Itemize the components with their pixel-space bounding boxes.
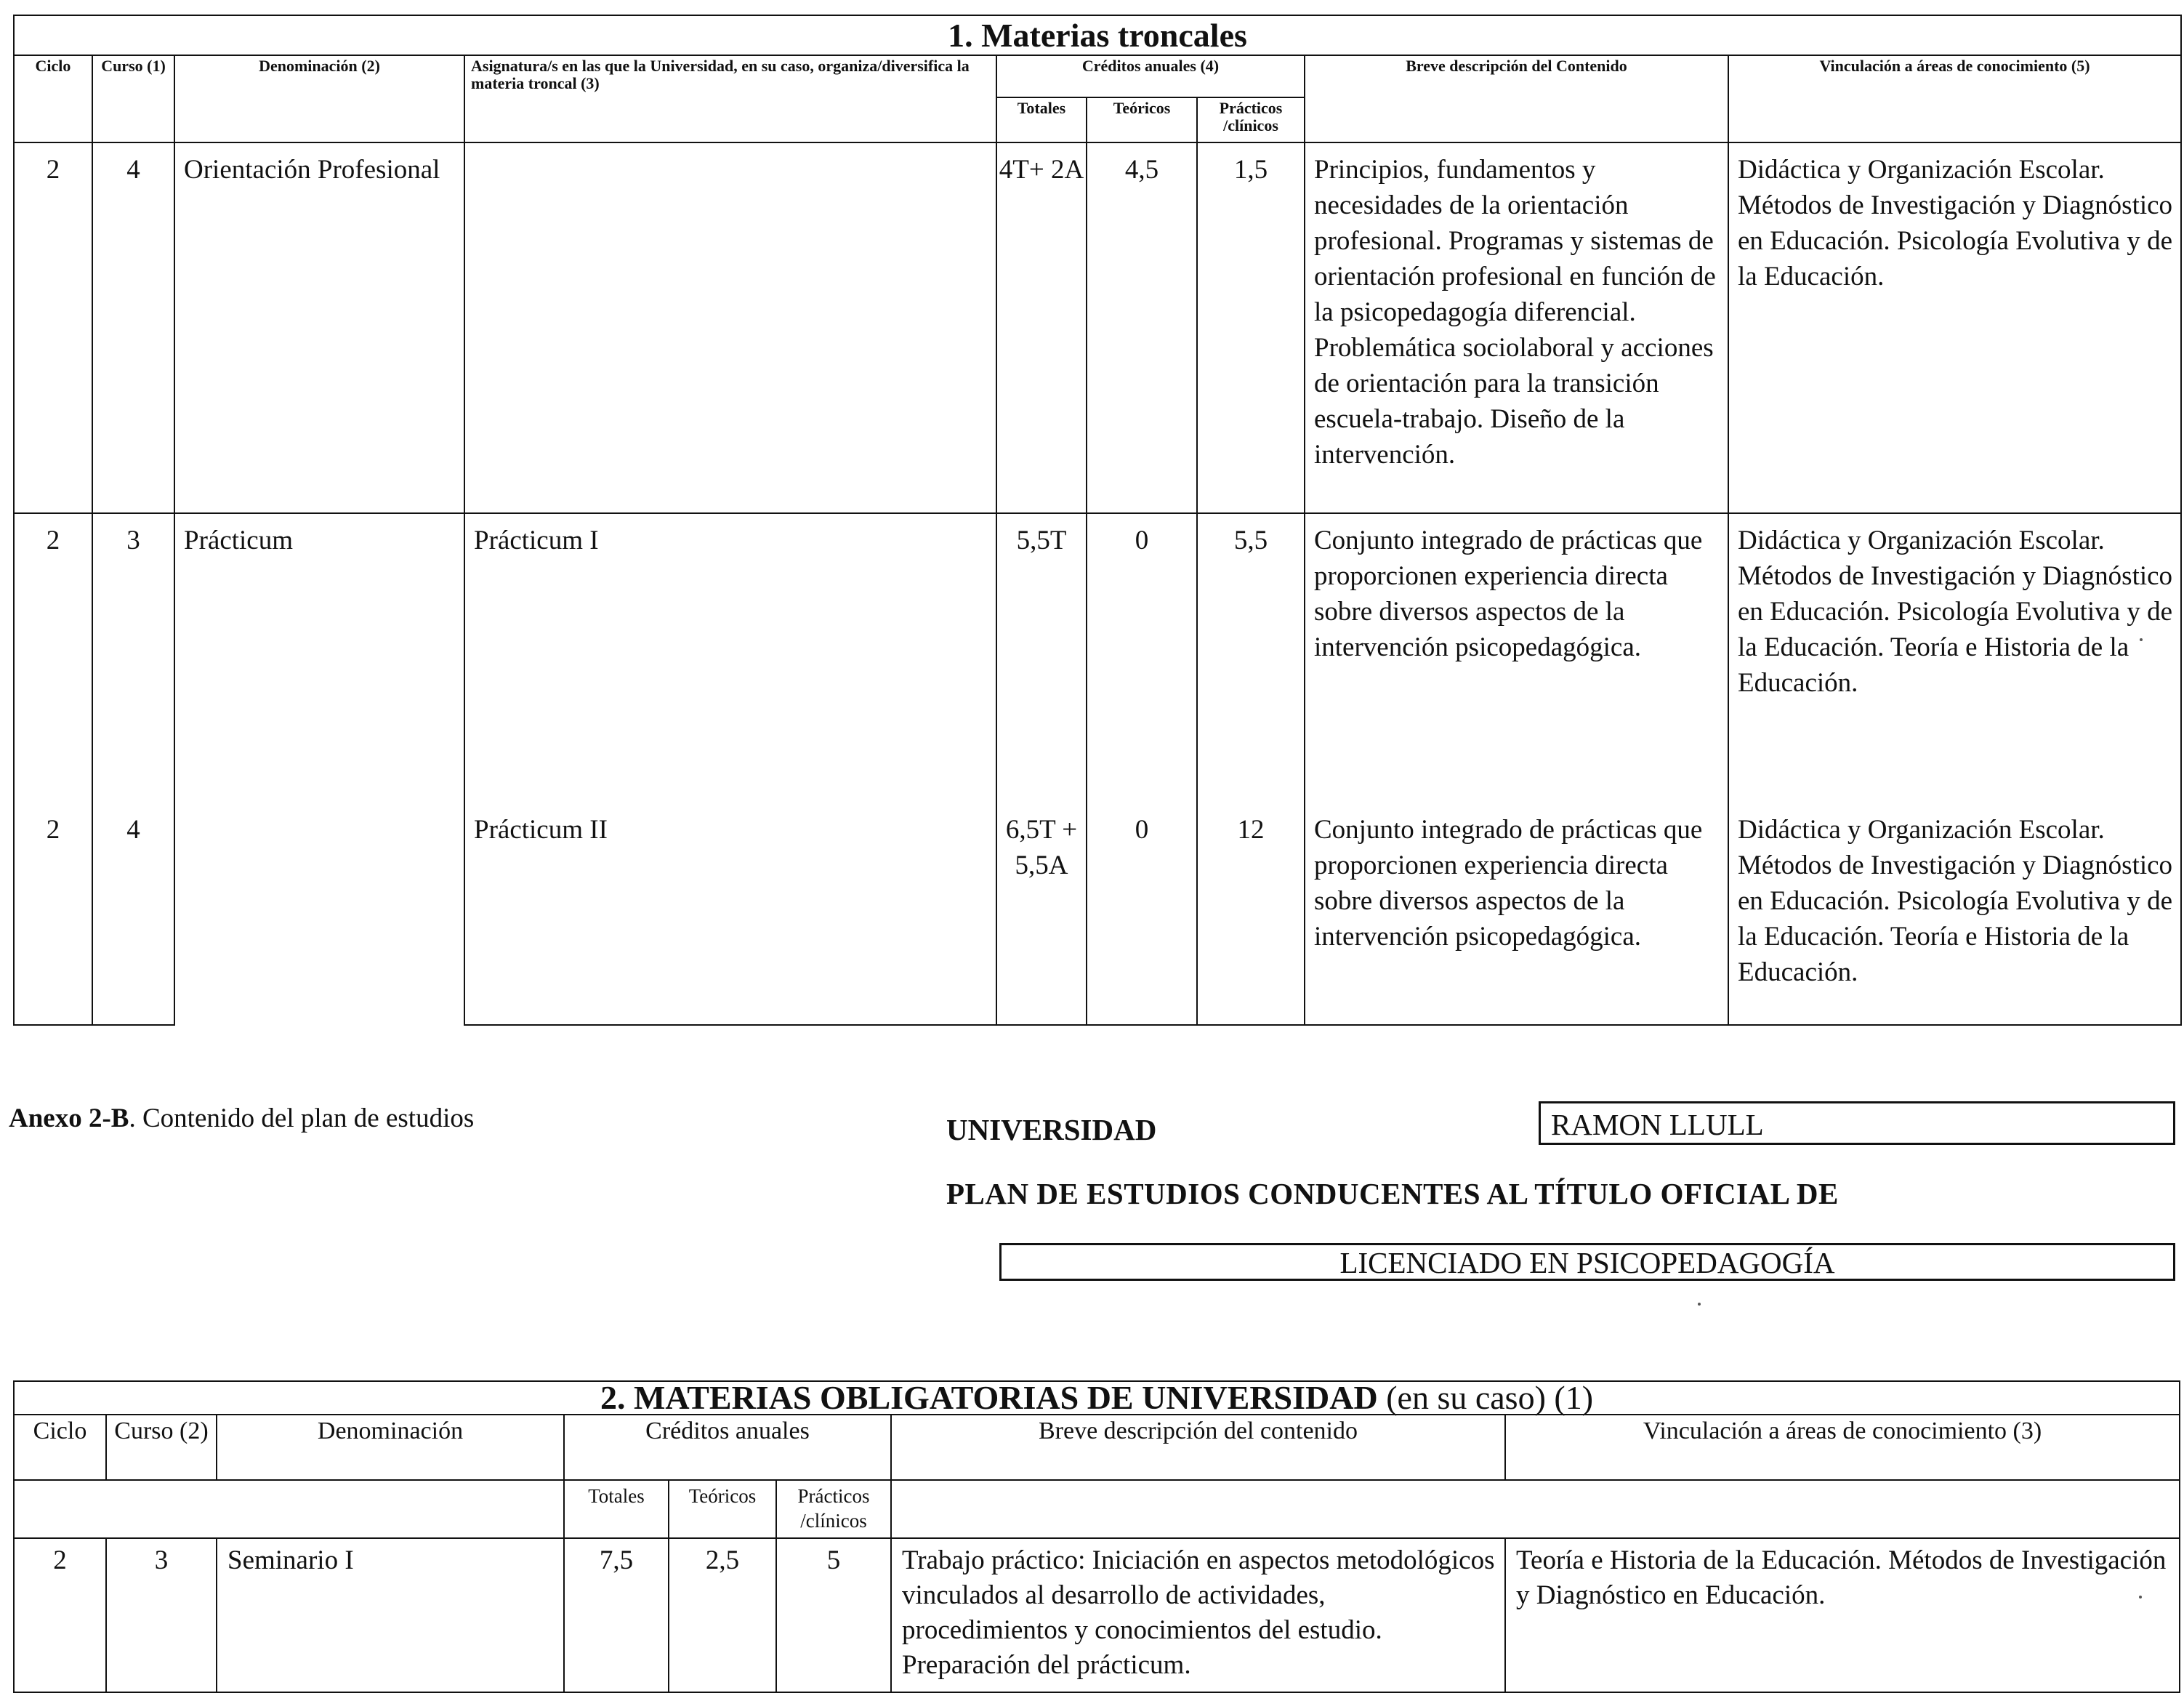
cell-descripcion: Conjunto integrado de prácticas que proporcionen experiencia directa sobre diversos aspectos de la intervención psicopedagógica.: [1305, 513, 1728, 812]
cell-descripcion: Trabajo práctico: Iniciación en aspectos metodológicos vinculados al desarrollo de actividades, procedimientos y conocimientos del estudio. Preparación del prácticum.: [891, 1538, 1505, 1692]
cell-practicos: 5: [776, 1538, 891, 1692]
header-ciclo: Ciclo: [14, 1415, 106, 1480]
plan-title: PLAN DE ESTUDIOS CONDUCENTES AL TÍTULO OFICIAL DE: [946, 1177, 1839, 1210]
universidad-label: UNIVERSIDAD: [946, 1113, 1157, 1146]
scan-speck: [2140, 638, 2143, 641]
header-teoricos: Teóricos: [1087, 97, 1197, 142]
cell-totales: 7,5: [564, 1538, 669, 1692]
header-blank: [891, 1480, 2180, 1538]
cell-vinculacion: Didáctica y Organización Escolar. Métodos de Investigación y Diagnóstico en Educación. Psicología Evolutiva y de la Educación. Teoría e Historia de la Educación.: [1728, 513, 2181, 812]
cell-teoricos: 4,5: [1087, 142, 1197, 513]
universidad-value: RAMON LLULL: [1539, 1101, 2175, 1145]
header-totales: Totales: [996, 97, 1087, 142]
cell-ciclo: 2: [14, 812, 92, 1025]
cell-totales: 4T+ 2A: [996, 142, 1087, 513]
cell-descripcion: Conjunto integrado de prácticas que proporcionen experiencia directa sobre diversos aspectos de la intervención psicopedagógica.: [1305, 812, 1728, 1025]
header-curso: Curso (1): [92, 55, 174, 142]
cell-ciclo: 2: [14, 1538, 106, 1692]
header-blank: [14, 1480, 564, 1538]
table1-title: 1. Materias troncales: [14, 15, 2181, 55]
header-ciclo: Ciclo: [14, 55, 92, 142]
header-practicos: Prácticos /clínicos: [1197, 97, 1305, 142]
header-practicos: Prácticos /clínicos: [776, 1480, 891, 1538]
cell-practicos: 1,5: [1197, 142, 1305, 513]
annex-label-bold: Anexo 2-B: [9, 1103, 129, 1133]
titulo-value: LICENCIADO EN PSICOPEDAGOGÍA: [999, 1243, 2175, 1281]
header-teoricos: Teóricos: [669, 1480, 776, 1538]
cell-curso: 4: [92, 812, 174, 1025]
cell-practicos: 5,5: [1197, 513, 1305, 812]
cell-teoricos: 0: [1087, 812, 1197, 1025]
table2-title-rest: (en su caso) (1): [1377, 1379, 1594, 1416]
cell-totales: 5,5T: [996, 513, 1087, 812]
scan-speck: [2139, 1596, 2142, 1599]
table2-title-main: 2. MATERIAS OBLIGATORIAS DE UNIVERSIDAD: [600, 1379, 1378, 1416]
cell-curso: 3: [106, 1538, 217, 1692]
header-creditos: Créditos anuales (4): [996, 55, 1305, 97]
cell-teoricos: 0: [1087, 513, 1197, 812]
cell-denominacion: Orientación Profesional: [174, 142, 464, 513]
cell-denominacion: Seminario I: [217, 1538, 564, 1692]
cell-ciclo: 2: [14, 142, 92, 513]
table-row: [14, 142, 2181, 513]
header-descripcion: Breve descripción del Contenido: [1305, 55, 1728, 142]
header-asignaturas: Asignatura/s en las que la Universidad, en su caso, organiza/diversifica la materia troncal (3): [464, 55, 996, 142]
header-totales: Totales: [564, 1480, 669, 1538]
header-creditos: Créditos anuales: [564, 1415, 891, 1480]
materias-obligatorias-table: [13, 1380, 2180, 1693]
cell-descripcion: Principios, fundamentos y necesidades de la orientación profesional. Programas y sistemas de orientación profesional en función de la psicopedagogía diferencial. Problemática sociolaboral y acciones de orientación para la transición escuela-trabajo. Diseño de la intervención.: [1305, 142, 1728, 513]
cell-vinculacion: Didáctica y Organización Escolar. Métodos de Investigación y Diagnóstico en Educación. Psicología Evolutiva y de la Educación.: [1728, 142, 2181, 513]
header-denominacion: Denominación: [217, 1415, 564, 1480]
table-row: [14, 1538, 2180, 1692]
cell-teoricos: 2,5: [669, 1538, 776, 1692]
annex-label: [9, 1103, 474, 1134]
header-curso: Curso (2): [106, 1415, 217, 1480]
cell-curso: 4: [92, 142, 174, 513]
materias-troncales-table: [13, 15, 2182, 1026]
cell-totales: 6,5T + 5,5A: [996, 812, 1087, 1025]
scan-speck: [1698, 1303, 1701, 1306]
header-vinculacion: Vinculación a áreas de conocimiento (3): [1505, 1415, 2180, 1480]
header-descripcion: Breve descripción del contenido: [891, 1415, 1505, 1480]
cell-ciclo: 2: [14, 513, 92, 812]
cell-asignatura: Prácticum I: [464, 513, 996, 812]
cell-vinculacion: Teoría e Historia de la Educación. Métodos de Investigación y Diagnóstico en Educación.: [1505, 1538, 2180, 1692]
cell-vinculacion: Didáctica y Organización Escolar. Métodos de Investigación y Diagnóstico en Educación. Psicología Evolutiva y de la Educación. Teoría e Historia de la Educación.: [1728, 812, 2181, 1025]
table2-title: [14, 1381, 2180, 1415]
header-denominacion: Denominación (2): [174, 55, 464, 142]
cell-curso: 3: [92, 513, 174, 812]
cell-asignatura: [464, 142, 996, 513]
cell-practicos: 12: [1197, 812, 1305, 1025]
cell-denominacion: Prácticum: [174, 513, 464, 1025]
table-row: [14, 513, 2181, 812]
header-vinculacion: Vinculación a áreas de conocimiento (5): [1728, 55, 2181, 142]
cell-asignatura: Prácticum II: [464, 812, 996, 1025]
annex-label-rest: . Contenido del plan de estudios: [129, 1103, 475, 1133]
